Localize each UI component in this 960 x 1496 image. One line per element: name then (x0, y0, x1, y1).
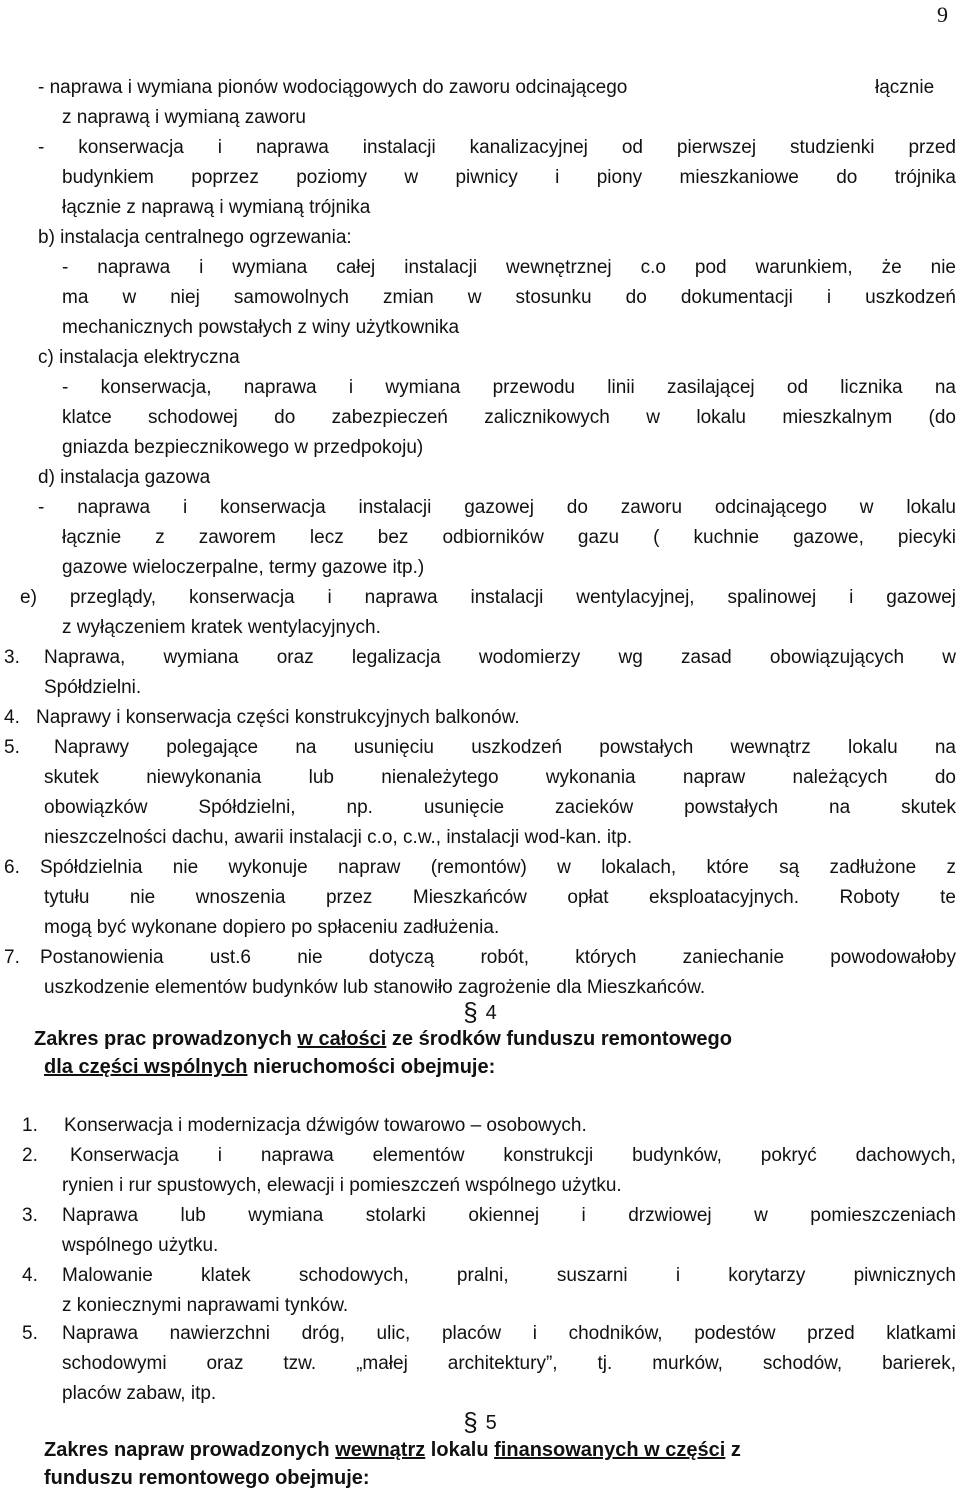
list-item-line: skutek niewykonania lub nienależytego wykonania napraw należących do (44, 767, 956, 788)
list-item-line: Konserwacja i naprawa elementów konstrukcji budynków, pokryć dachowych, (70, 1145, 956, 1166)
text-line: ma w niej samowolnych zmian w stosunku do dokumentacji i uszkodzeń (62, 287, 956, 308)
title-underlined: wewnątrz (335, 1439, 426, 1461)
list-item-line: obowiązków Spółdzielni, np. usunięcie zacieków powstałych na skutek (44, 797, 956, 818)
title-underlined: w całości (297, 1028, 387, 1050)
list-item-line: mogą być wykonane dopiero po spłaceniu zadłużenia. (44, 917, 500, 938)
list-item-number: 3. (4, 647, 20, 668)
title-text: lokalu (425, 1439, 495, 1461)
list-item-number: 1. (22, 1115, 38, 1136)
list-item-line: Naprawa, wymiana oraz legalizacja wodomierzy wg zasad obowiązujących w (44, 647, 956, 668)
list-item-line: Postanowienia ust.6 nie dotyczą robót, których zaniechanie powodowałoby (40, 947, 956, 968)
text-line: b) instalacja centralnego ogrzewania: (38, 227, 352, 248)
text-line: e) przeglądy, konserwacja i naprawa instalacji wentylacyjnej, spalinowej i gazowej (20, 587, 956, 608)
list-item-line: rynien i rur spustowych, elewacji i pomieszczeń wspólnego użytku. (62, 1175, 622, 1196)
list-item-line: tytułu nie wnoszenia przez Mieszkańców opłat eksploatacyjnych. Roboty te (44, 887, 956, 908)
section-5-title-line-2: funduszu remontowego obejmuje: (44, 1467, 370, 1489)
text-line: łącznie z naprawą i wymianą trójnika (62, 197, 371, 218)
list-item-line: schodowymi oraz tzw. „małej architektury”, tj. murków, schodów, barierek, (62, 1353, 956, 1374)
list-item-line: uszkodzenie elementów budynków lub stanowiło zagrożenie dla Mieszkańców. (44, 977, 706, 998)
title-text: nieruchomości obejmuje: (247, 1056, 496, 1078)
text-line: - konserwacja, naprawa i wymiana przewodu linii zasilającej od licznika na (62, 377, 956, 398)
section-symbol: § (463, 1407, 478, 1437)
section-symbol: § (463, 997, 478, 1027)
section-heading-5 (0, 1407, 960, 1437)
section-number: 4 (485, 1002, 497, 1024)
list-item-number: 6. (4, 857, 20, 878)
text-line: z wyłączeniem kratek wentylacyjnych. (62, 617, 381, 638)
list-item-line: Spółdzielnia nie wykonuje napraw (remontów) w lokalach, które są zadłużone z (40, 857, 956, 878)
text-line: z naprawą i wymianą zaworu (62, 107, 306, 128)
text-line: łącznie (875, 77, 935, 98)
text-line: budynkiem poprzez poziomy w piwnicy i piony mieszkaniowe do trójnika (62, 167, 956, 188)
title-underlined: dla części wspólnych (44, 1056, 248, 1078)
list-item-line: placów zabaw, itp. (62, 1383, 217, 1404)
title-underlined: finansowanych w części (494, 1439, 726, 1461)
title-text: z (725, 1439, 741, 1461)
text-line: c) instalacja elektryczna (38, 347, 240, 368)
page-number: 9 (937, 2, 948, 27)
section-4-title-line-2 (44, 1055, 495, 1079)
text-line: gazowe wieloczerpalne, termy gazowe itp.) (62, 557, 425, 578)
list-item-number: 4. (4, 707, 20, 728)
list-item-number: 7. (4, 947, 20, 968)
list-item-number: 2. (22, 1145, 38, 1166)
section-heading-4 (0, 997, 960, 1027)
list-item-number: 4. (22, 1265, 38, 1286)
list-item-line: Naprawy i konserwacja części konstrukcyjnych balkonów. (36, 707, 520, 728)
text-line: klatce schodowej do zabezpieczeń zalicznikowych w lokalu mieszkalnym (do (62, 407, 956, 428)
title-text: Zakres napraw prowadzonych (44, 1439, 336, 1461)
text-line: d) instalacja gazowa (38, 467, 211, 488)
text-line: gniazda bezpiecznikowego w przedpokoju) (62, 437, 424, 458)
list-item-line: wspólnego użytku. (62, 1235, 219, 1256)
title-text: ze środków funduszu remontowego (386, 1028, 732, 1050)
list-item-line: nieszczelności dachu, awarii instalacji c.o, c.w., instalacji wod-kan. itp. (44, 827, 633, 848)
section-number: 5 (485, 1412, 497, 1434)
text-line: - naprawa i konserwacja instalacji gazowej do zaworu odcinającego w lokalu (38, 497, 956, 518)
text-line: łącznie z zaworem lecz bez odbiorników gazu ( kuchnie gazowe, piecyki (62, 527, 956, 548)
section-4-title-line-1 (34, 1027, 732, 1051)
list-item-line: Naprawy polegające na usunięciu uszkodzeń powstałych wewnątrz lokalu na (54, 737, 956, 758)
list-item-line: Konserwacja i modernizacja dźwigów towarowo – osobowych. (64, 1115, 587, 1136)
list-item-number: 5. (4, 737, 20, 758)
list-item-number: 3. (22, 1205, 38, 1226)
list-item-line: Naprawa nawierzchni dróg, ulic, placów i chodników, podestów przed klatkami (62, 1323, 956, 1344)
text-line: - naprawa i wymiana pionów wodociągowych do zaworu odcinającego (38, 77, 628, 98)
list-item-number: 5. (22, 1323, 38, 1344)
list-item-line: Malowanie klatek schodowych, pralni, suszarni i korytarzy piwnicznych (62, 1265, 956, 1286)
text-line: mechanicznych powstałych z winy użytkownika (62, 317, 460, 338)
title-text: Zakres prac prowadzonych (34, 1028, 298, 1050)
text-line: - konserwacja i naprawa instalacji kanalizacyjnej od pierwszej studzienki przed (38, 137, 956, 158)
list-item-line: Spółdzielni. (44, 677, 142, 698)
list-item-line: Naprawa lub wymiana stolarki okiennej i drzwiowej w pomieszczeniach (62, 1205, 956, 1226)
text-line: - naprawa i wymiana całej instalacji wewnętrznej c.o pod warunkiem, że nie (62, 257, 956, 278)
section-5-title-line-1 (44, 1438, 741, 1462)
list-item-line: z koniecznymi naprawami tynków. (62, 1295, 349, 1316)
